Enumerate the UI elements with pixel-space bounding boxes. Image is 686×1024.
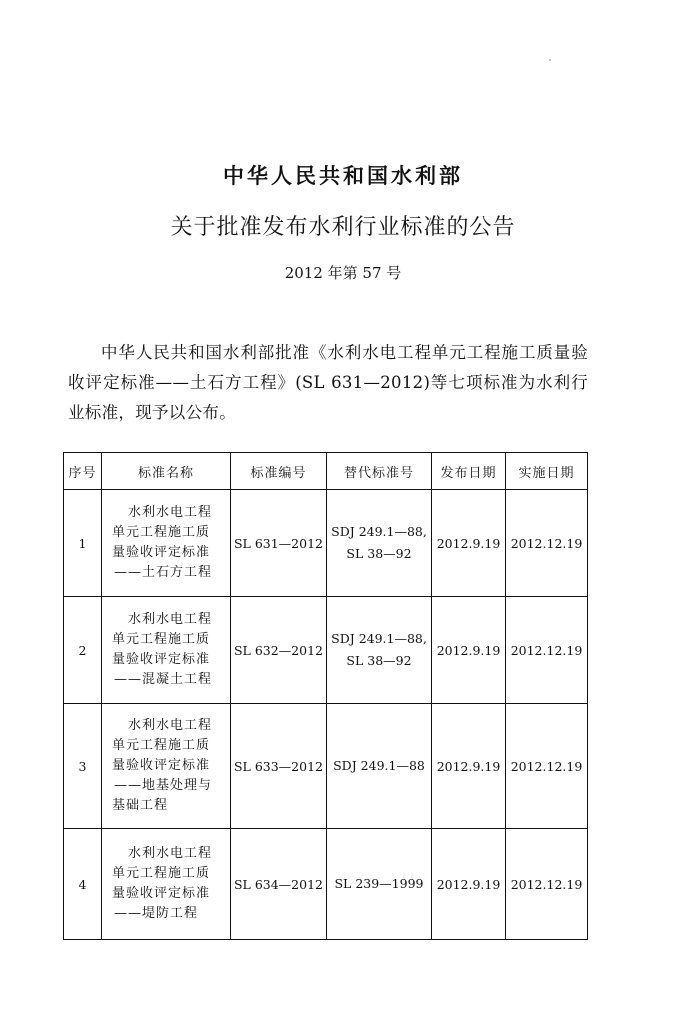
- header-serial: 序号: [64, 453, 102, 490]
- name-line: 水利水电工程: [128, 612, 213, 627]
- table-row: [64, 704, 588, 829]
- name-line: ——混凝土工程: [114, 672, 213, 687]
- cell-implement-date: 2012.12.19: [506, 829, 588, 940]
- header-standard-code: 标准编号: [231, 453, 327, 490]
- ministry-heading: 中华人民共和国水利部: [223, 163, 463, 188]
- cell-serial: 4: [64, 829, 102, 940]
- cell-standard-code: SL 633—2012: [231, 704, 327, 829]
- cell-standard-code: SL 631—2012: [231, 490, 327, 597]
- header-publish-date: 发布日期: [432, 453, 506, 490]
- name-line: 量验收评定标准: [112, 545, 211, 560]
- cell-implement-date: 2012.12.19: [506, 704, 588, 829]
- cell-standard-code: SL 632—2012: [231, 597, 327, 704]
- cell-implement-date: 2012.12.19: [506, 490, 588, 597]
- header-replaced-code: 替代标准号: [327, 453, 432, 490]
- header-implement-date: 实施日期: [506, 453, 588, 490]
- cell-replaced-code: [327, 704, 432, 829]
- cell-serial: 1: [64, 490, 102, 597]
- name-line: 水利水电工程: [128, 846, 213, 861]
- announcement-paragraph: 中华人民共和国水利部批准《水利水电工程单元工程施工质量验收评定标准——土石方工程》(SL 631—2012)等七项标准为水利行业标准，现予以公布。: [68, 343, 588, 422]
- name-line: 水利水电工程: [128, 505, 213, 520]
- name-line: 水利水电工程: [128, 718, 213, 733]
- cell-serial: 2: [64, 597, 102, 704]
- cell-standard-name: [102, 829, 231, 940]
- cell-replaced-code: [327, 490, 432, 597]
- name-line: ——土石方工程: [114, 565, 213, 580]
- standards-table: [63, 452, 588, 940]
- name-line: 量验收评定标准: [112, 886, 211, 901]
- replace-line: SDJ 249.1—88: [333, 758, 425, 773]
- table-row: [64, 597, 588, 704]
- name-line: 单元工程施工质: [112, 866, 211, 881]
- name-line: 量验收评定标准: [112, 758, 211, 773]
- cell-standard-code: SL 634—2012: [231, 829, 327, 940]
- replace-line: SL 239—1999: [334, 876, 424, 891]
- table-header-row: [64, 453, 588, 490]
- table-row: [64, 829, 588, 940]
- cell-implement-date: 2012.12.19: [506, 597, 588, 704]
- cell-replaced-code: [327, 829, 432, 940]
- name-line: 基础工程: [112, 798, 169, 813]
- replace-line: SL 38—92: [346, 653, 412, 668]
- cell-publish-date: 2012.9.19: [432, 704, 506, 829]
- replace-line: SDJ 249.1—88,: [331, 631, 427, 646]
- cell-publish-date: 2012.9.19: [432, 829, 506, 940]
- name-line: ——地基处理与: [114, 778, 213, 793]
- replace-line: SL 38—92: [346, 546, 412, 561]
- name-line: 量验收评定标准: [112, 652, 211, 667]
- name-line: ——堤防工程: [114, 906, 199, 921]
- name-line: 单元工程施工质: [112, 525, 211, 540]
- announcement-title: 关于批准发布水利行业标准的公告: [170, 215, 516, 240]
- document-number: 2012 年第 57 号: [284, 264, 402, 282]
- cell-standard-name: [102, 490, 231, 597]
- cell-replaced-code: [327, 597, 432, 704]
- name-line: 单元工程施工质: [112, 632, 211, 647]
- cell-publish-date: 2012.9.19: [432, 597, 506, 704]
- cell-serial: 3: [64, 704, 102, 829]
- cell-standard-name: [102, 597, 231, 704]
- table-row: [64, 490, 588, 597]
- scan-speck: [549, 59, 551, 61]
- replace-line: SDJ 249.1—88,: [331, 524, 427, 539]
- name-line: 单元工程施工质: [112, 738, 211, 753]
- cell-publish-date: 2012.9.19: [432, 490, 506, 597]
- header-standard-name: 标准名称: [102, 453, 231, 490]
- cell-standard-name: [102, 704, 231, 829]
